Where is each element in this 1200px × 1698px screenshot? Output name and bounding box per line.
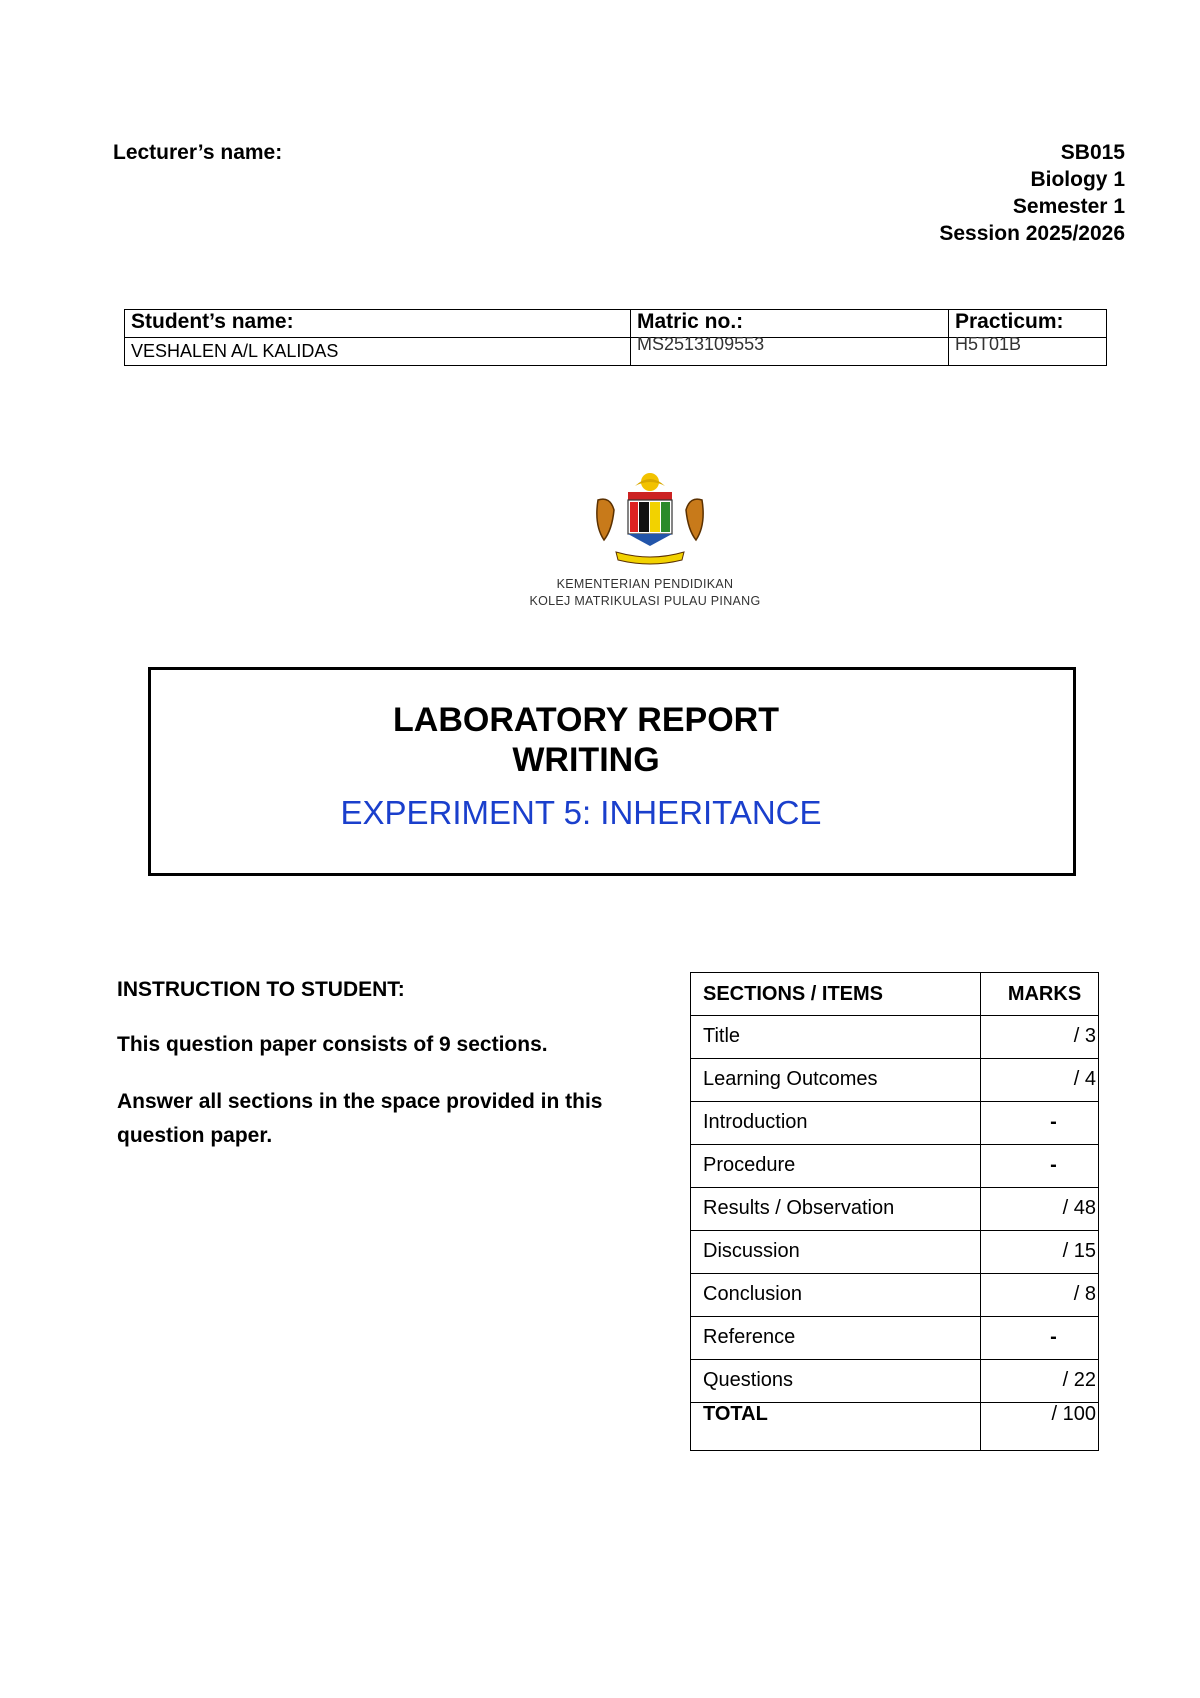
row-item: Questions — [691, 1360, 981, 1403]
ministry-name: KEMENTERIAN PENDIDIKAN — [556, 577, 734, 591]
instructions-heading: INSTRUCTION TO STUDENT: — [117, 978, 405, 1001]
row-item: Conclusion — [691, 1274, 981, 1317]
left-tiger-icon — [597, 499, 614, 540]
matric-no-value: MS2513109553 — [631, 338, 949, 366]
semester: Semester 1 — [1012, 195, 1125, 218]
course-name: Biology 1 — [1030, 168, 1125, 191]
session: Session 2025/2026 — [939, 222, 1125, 245]
student-name-label: Student’s name: — [125, 310, 631, 338]
report-title-box — [148, 667, 1076, 876]
table-row — [691, 1188, 1099, 1231]
table-row — [691, 1360, 1099, 1403]
row-marks: - — [981, 1317, 1099, 1360]
report-title — [151, 700, 1021, 780]
table-row — [691, 1231, 1099, 1274]
row-item: Reference — [691, 1317, 981, 1360]
row-marks: / 48 — [981, 1188, 1099, 1231]
total-label: TOTAL — [691, 1403, 981, 1451]
row-item: Results / Observation — [691, 1188, 981, 1231]
row-marks: / 3 — [981, 1016, 1099, 1059]
instructions-block — [117, 978, 657, 1153]
instructions-sections-note: This question paper consists of 9 sections. — [117, 1033, 548, 1056]
report-title-line-2: WRITING — [512, 741, 660, 779]
sections-header: SECTIONS / ITEMS — [691, 973, 981, 1016]
right-tiger-icon — [686, 499, 703, 540]
row-marks: / 4 — [981, 1059, 1099, 1102]
instructions-answer-note: Answer all sections in the space provided in this question paper. — [117, 1090, 603, 1147]
table-row — [691, 1145, 1099, 1188]
course-code: SB015 — [1060, 141, 1125, 164]
table-row — [691, 1317, 1099, 1360]
marks-table — [690, 972, 1099, 1451]
table-row — [691, 1274, 1099, 1317]
practicum-value: H5T01B — [949, 338, 1107, 366]
row-marks: - — [981, 1102, 1099, 1145]
matric-no-label: Matric no.: — [631, 310, 949, 338]
row-marks: / 15 — [981, 1231, 1099, 1274]
ministry-caption — [460, 576, 830, 610]
practicum-label: Practicum: — [949, 310, 1107, 338]
experiment-title: EXPERIMENT 5: INHERITANCE — [340, 794, 822, 831]
total-row — [691, 1403, 1099, 1451]
row-marks: / 22 — [981, 1360, 1099, 1403]
table-row — [691, 1016, 1099, 1059]
student-info-table — [124, 309, 1107, 366]
table-row — [691, 1059, 1099, 1102]
row-item: Introduction — [691, 1102, 981, 1145]
college-name: KOLEJ MATRIKULASI PULAU PINANG — [529, 594, 761, 608]
row-marks: / 8 — [981, 1274, 1099, 1317]
student-name-value: VESHALEN A/L KALIDAS — [125, 338, 631, 366]
row-marks: - — [981, 1145, 1099, 1188]
course-info — [939, 139, 1125, 247]
marks-table-header — [691, 973, 1099, 1016]
coat-of-arms-logo — [590, 470, 710, 570]
report-title-line-1: LABORATORY REPORT — [393, 701, 779, 739]
lecturer-name-label: Lecturer’s name: — [113, 141, 283, 164]
marks-header: MARKS — [981, 973, 1099, 1016]
row-item: Learning Outcomes — [691, 1059, 981, 1102]
row-item: Title — [691, 1016, 981, 1059]
total-marks: / 100 — [981, 1403, 1099, 1451]
row-item: Procedure — [691, 1145, 981, 1188]
table-row — [691, 1102, 1099, 1145]
row-item: Discussion — [691, 1231, 981, 1274]
